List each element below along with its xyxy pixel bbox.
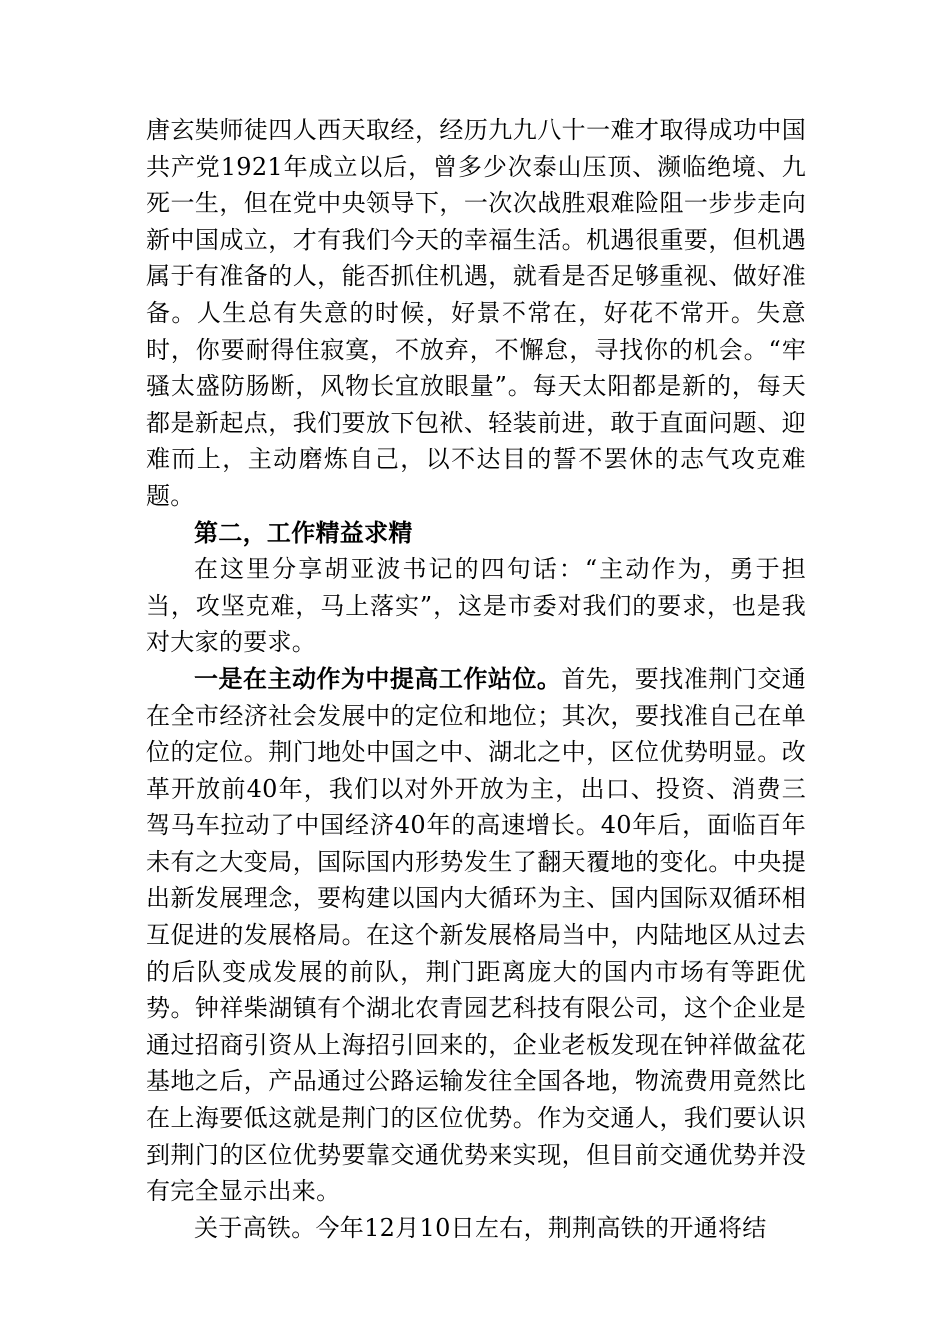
section-heading-second: 第二，工作精益求精 xyxy=(194,517,413,547)
paragraph-four-sentences: 在这里分享胡亚波书记的四句话：“主动作为，勇于担当，攻坚克难，马上落实”，这是市委对我们的要求，也是我对大家的要求。 xyxy=(146,555,806,657)
paragraph-work-position xyxy=(146,661,806,1210)
paragraph-body: 首先，要找准荆门交通在全市经济社会发展中的定位和地位；其次，要找准自己在单位的定位。荆门地处中国之中、湖北之中，区位优势明显。改革开放前40年，我们以对外开放为主，出口、投资、消费三驾马车拉动了中国经济40年的高速增长。40年后，面临百年未有之大变局，国际国内形势发生了翻天覆地的变化。中央提出新发展理念，要构建以国内大循环为主、国内国际双循环相互促进的发展格局。在这个新发展格局当中，内陆地区从过去的后队变成发展的前队，荆门距离庞大的国内市场有等距优势。钟祥柴湖镇有个湖北农青园艺科技有限公司，这个企业是通过招商引资从上海招引回来的，企业老板发现在钟祥做盆花基地之后，产品通过公路运输发往全国各地，物流费用竟然比在上海要低这就是荆门的区位优势。作为交通人，我们要认识到荆门的区位优势要靠交通优势来实现，但目前交通优势并没有完全显示出来。 xyxy=(146,664,806,1206)
paragraph-high-speed-rail: 关于高铁。今年12月10日左右，荆荆高铁的开通将结 xyxy=(194,1213,767,1242)
document-page xyxy=(146,112,806,1246)
paragraph-lead-bold: 一是在主动作为中提高工作站位。 xyxy=(194,663,562,693)
paragraph-journey-to-success: 唐玄奘师徒四人西天取经，经历九九八十一难才取得成功中国共产党1921年成立以后，曾多少次泰山压顶、濒临绝境、九死一生，但在党中央领导下，一次次战胜艰难险阻一步步走向新中国成立，才有我们今天的幸福生活。机遇很重要，但机遇属于有准备的人，能否抓住机遇，就看是否足够重视、做好准备。人生总有失意的时候，好景不常在，好花不常开。失意时，你要耐得住寂寞，不放弃，不懈怠，寻找你的机会。“牢骚太盛防肠断，风物长宜放眼量”。每天太阳都是新的，每天都是新起点，我们要放下包袱、轻装前进，敢于直面问题、迎难而上，主动磨炼自己，以不达目的誓不罢休的志气攻克难题。 xyxy=(146,116,806,510)
